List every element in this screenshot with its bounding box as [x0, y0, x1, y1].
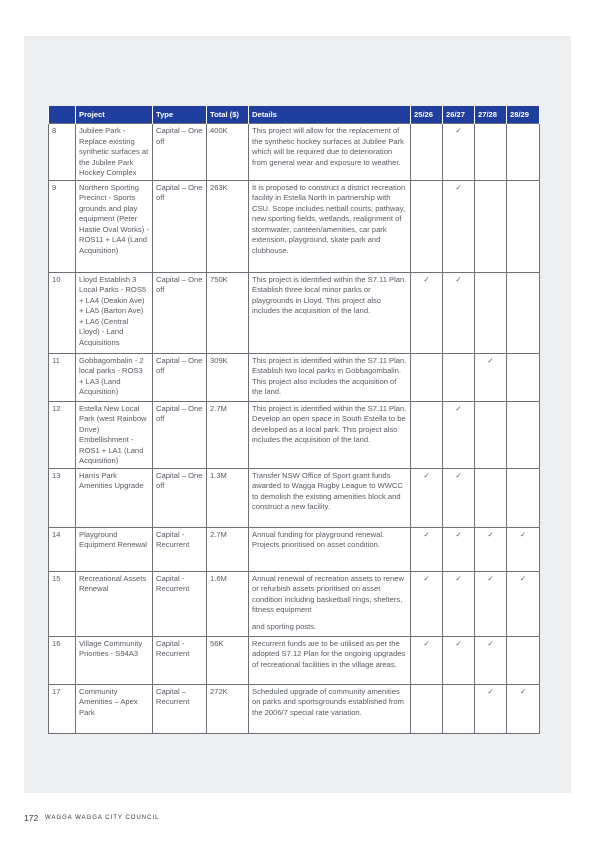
tick-2627 — [443, 684, 475, 733]
details-text: Annual renewal of recreation assets to renew or refurbish assets prioritised on asset condition including basketball rings, shelters, fitness equipment — [252, 573, 404, 614]
tick-2829 — [507, 636, 540, 684]
tick-2728: ✓ — [475, 527, 507, 571]
row-number: 12 — [49, 401, 76, 468]
project-type: Capital - Recurrent — [153, 571, 207, 636]
header-year-2728: 27/28 — [475, 106, 507, 124]
tick-2728 — [475, 272, 507, 353]
tick-2627: ✓ — [443, 468, 475, 527]
table-row — [49, 468, 540, 527]
tick-2829 — [507, 272, 540, 353]
row-number: 17 — [49, 684, 76, 733]
tick-2829 — [507, 468, 540, 527]
project-type: Capital – One off — [153, 272, 207, 353]
project-name: Recreational Assets Renewal — [76, 571, 153, 636]
project-details — [249, 571, 411, 636]
project-total: 263K — [207, 180, 249, 272]
tick-2526: ✓ — [411, 636, 443, 684]
details-text: This project is identified within the S7.11 Plan. Develop an open space in South Estella to be developed as a local park. This project also includes the acquisition of the land. — [252, 403, 407, 444]
tick-2829: ✓ — [507, 527, 540, 571]
project-name: Northern Sporting Precinct - Sports grounds and play equipment (Peter Hastie Oval Works) - ROS11 + LA4 (Land Acquisition) — [76, 180, 153, 272]
table-row — [49, 571, 540, 636]
page-number: 172 — [24, 813, 39, 823]
tick-2526 — [411, 124, 443, 181]
tick-2526 — [411, 684, 443, 733]
details-text: Scheduled upgrade of community amenities on parks and sportsgrounds established from the 2006/7 special rate variation. — [252, 686, 404, 717]
project-type: Capital – One off — [153, 401, 207, 468]
header-year-2627: 26/27 — [443, 106, 475, 124]
project-total: 309K — [207, 353, 249, 401]
project-details — [249, 401, 411, 468]
project-name: Harris Park Amenities Upgrade — [76, 468, 153, 527]
project-type: Capital - Recurrent — [153, 527, 207, 571]
table-row — [49, 636, 540, 684]
details-text: This project is identified within the S7.11 Plan. Establish two local parks in Gobbagombalin. This project also includes the acquisition of the land. — [252, 355, 407, 396]
project-type: Capital – Recurrent — [153, 684, 207, 733]
project-name: Estella New Local Park (west Rainbow Drive) Embellishment - ROS1 + LA1 (Land Acquisition) — [76, 401, 153, 468]
project-name: Community Amenities – Apex Park — [76, 684, 153, 733]
tick-2526: ✓ — [411, 527, 443, 571]
tick-2526 — [411, 353, 443, 401]
table-row — [49, 684, 540, 733]
details-text: This project is identified within the S7.11 Plan. Establish three local minor parks or playgrounds in Lloyd. This project also includes the acquisition of the land. — [252, 274, 407, 315]
details-text: This project will allow for the replacement of the synthetic hockey surfaces at Jubilee Park which will be required due to deterioration from general wear and exposure to weather. — [252, 126, 404, 167]
header-number — [49, 106, 76, 124]
tick-2728: ✓ — [475, 684, 507, 733]
project-details — [249, 684, 411, 733]
project-details — [249, 180, 411, 272]
project-type: Capital – One off — [153, 468, 207, 527]
details-text: Annual funding for playground renewal. Projects prioritised on asset condition. — [252, 529, 385, 549]
project-total: 1.3M — [207, 468, 249, 527]
row-number: 13 — [49, 468, 76, 527]
project-type: Capital – One off — [153, 353, 207, 401]
tick-2829 — [507, 124, 540, 181]
tick-2526: ✓ — [411, 272, 443, 353]
row-number: 15 — [49, 571, 76, 636]
projects-table — [48, 106, 540, 734]
row-number: 14 — [49, 527, 76, 571]
tick-2526 — [411, 401, 443, 468]
project-total: 750K — [207, 272, 249, 353]
details-text: It is proposed to construct a district recreation facility in Estella North in partnership with CSU. Scope includes netball courts, pathway, new sporting fields, wetlands, realignment of stormwater, canteen/amenities, car park extension, playground, skate park and clubhouse. — [252, 182, 406, 255]
details-text: Recurrent funds are to be utilised as per the adopted S7.12 Plan for the ongoing upgrades of recreational facilities in the village areas. — [252, 638, 406, 669]
project-type: Capital – One off — [153, 124, 207, 181]
tick-2627 — [443, 353, 475, 401]
project-total: 2.7M — [207, 527, 249, 571]
table-row — [49, 272, 540, 353]
header-type: Type — [153, 106, 207, 124]
header-year-2526: 25/26 — [411, 106, 443, 124]
header-year-2829: 28/29 — [507, 106, 540, 124]
tick-2728 — [475, 468, 507, 527]
project-details — [249, 636, 411, 684]
project-type: Capital – One off — [153, 180, 207, 272]
tick-2728: ✓ — [475, 353, 507, 401]
tick-2829 — [507, 401, 540, 468]
tick-2728 — [475, 124, 507, 181]
tick-2627: ✓ — [443, 180, 475, 272]
project-name: Gobbagombalin - 2 local parks - ROS3 + LA3 (Land Acquisition) — [76, 353, 153, 401]
tick-2526 — [411, 180, 443, 272]
header-details: Details — [249, 106, 411, 124]
project-details — [249, 468, 411, 527]
tick-2728: ✓ — [475, 571, 507, 636]
project-name: Jubilee Park - Replace existing synthetic surfaces at the Jubilee Park Hockey Complex — [76, 124, 153, 181]
project-total: 1.6M — [207, 571, 249, 636]
project-details — [249, 353, 411, 401]
project-details — [249, 527, 411, 571]
tick-2728 — [475, 401, 507, 468]
tick-2627: ✓ — [443, 272, 475, 353]
details-text: Transfer NSW Office of Sport grant funds awarded to Wagga Rugby League to WWCC to demolish the existing amenities block and construct a new facility. — [252, 470, 403, 511]
tick-2526: ✓ — [411, 468, 443, 527]
tick-2627: ✓ — [443, 124, 475, 181]
row-number: 11 — [49, 353, 76, 401]
tick-2728: ✓ — [475, 636, 507, 684]
tick-2829: ✓ — [507, 684, 540, 733]
tick-2829 — [507, 353, 540, 401]
header-project: Project — [76, 106, 153, 124]
row-number: 9 — [49, 180, 76, 272]
table-row — [49, 401, 540, 468]
header-total: Total ($) — [207, 106, 249, 124]
project-details — [249, 272, 411, 353]
project-total: 400K — [207, 124, 249, 181]
table-row — [49, 180, 540, 272]
table-row — [49, 353, 540, 401]
project-name: Playground Equipment Renewal — [76, 527, 153, 571]
project-name: Lloyd Establish 3 Local Parks - ROS5 + LA4 (Deakin Ave) + LA5 (Barton Ave) + LA6 (Central Lloyd) - Land Acquisitions — [76, 272, 153, 353]
tick-2627: ✓ — [443, 401, 475, 468]
row-number: 10 — [49, 272, 76, 353]
tick-2627: ✓ — [443, 571, 475, 636]
project-total: 272K — [207, 684, 249, 733]
project-total: 2.7M — [207, 401, 249, 468]
tick-2728 — [475, 180, 507, 272]
project-total: 56K — [207, 636, 249, 684]
table-row — [49, 124, 540, 181]
details-text-continued: and sporting posts. — [252, 621, 317, 631]
tick-2829 — [507, 180, 540, 272]
council-name: WAGGA WAGGA CITY COUNCIL — [45, 815, 160, 821]
tick-2829: ✓ — [507, 571, 540, 636]
table-row — [49, 527, 540, 571]
row-number: 16 — [49, 636, 76, 684]
project-name: Village Community Priorities - S94A3 — [76, 636, 153, 684]
row-number: 8 — [49, 124, 76, 181]
project-type: Capital - Recurrent — [153, 636, 207, 684]
tick-2627: ✓ — [443, 527, 475, 571]
table-header-row — [49, 106, 540, 124]
project-details — [249, 124, 411, 181]
tick-2627: ✓ — [443, 636, 475, 684]
tick-2526: ✓ — [411, 571, 443, 636]
